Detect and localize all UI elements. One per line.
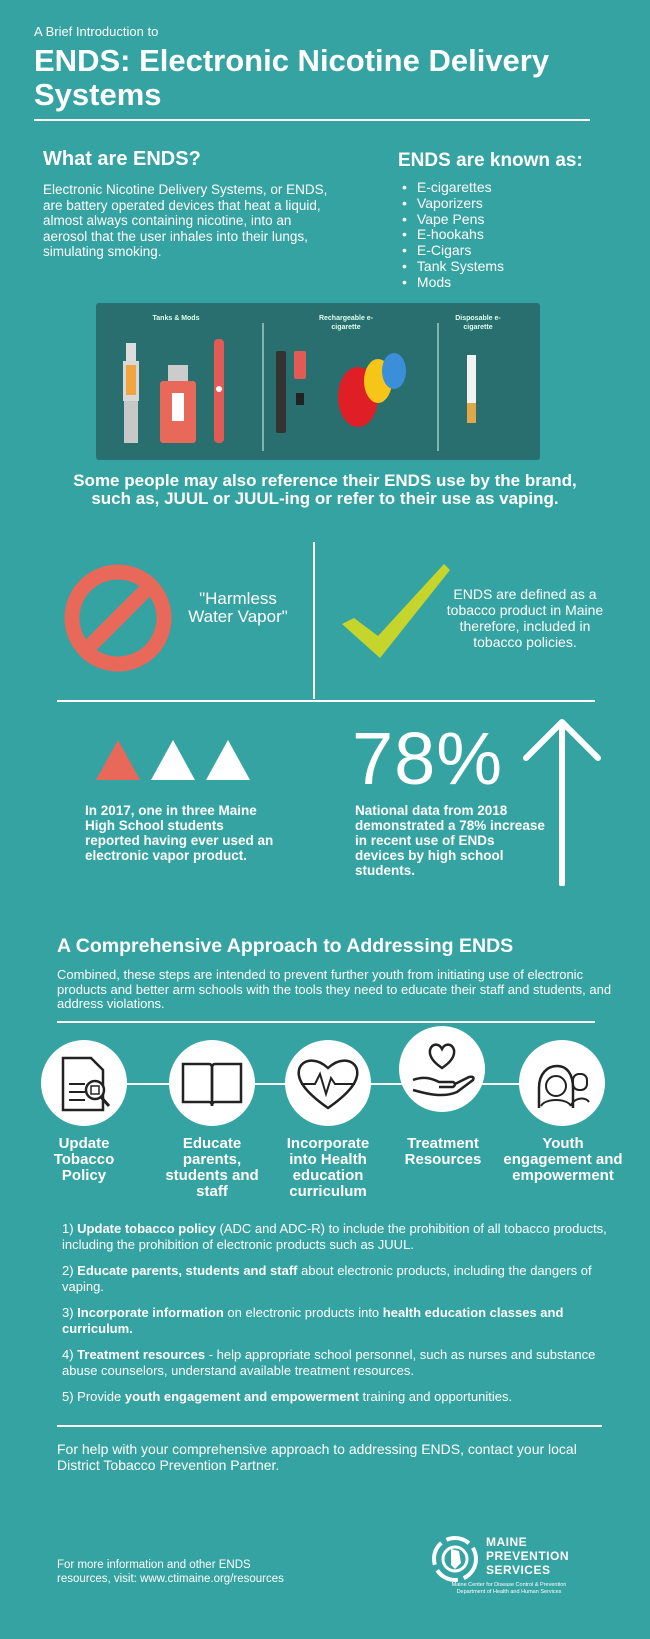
devices-panel [96,303,540,460]
device-label-disposable: Disposable e-cigarette [455,315,501,331]
step-label-educate: Educate parents, students and staff [165,1135,259,1200]
intro-text: A Brief Introduction to [34,24,159,39]
comprehensive-divider [57,1021,595,1023]
known-item: • E-Cigars [402,243,504,259]
step-3: 3) Incorporate information on electronic products into health education classes and curriculum. [62,1305,564,1336]
known-item: • Tank Systems [402,259,504,275]
triangles-icon [96,738,256,782]
defined-text: ENDS are defined as a tobacco product in Maine therefore, included in tobacco policies. [446,586,604,650]
open-book-icon [169,1040,255,1126]
myth-divider [313,542,315,699]
youth-faces-icon [519,1040,605,1126]
title-divider [34,119,590,121]
known-heading: ENDS are known as: [398,150,583,171]
help-text: For help with your comprehensive approach to addressing ENDS, contact your local District Tobacco Prevention Partner. [57,1441,577,1473]
stat-right-text: National data from 2018 demonstrated a 78% increase in recent use of ENDs devices by high school students. [355,803,545,878]
step-circle-treatment [399,1026,485,1112]
known-item: • Mods [402,275,504,291]
maine-prevention-logo-icon [431,1535,479,1583]
comprehensive-heading: A Comprehensive Approach to Addressing ENDS [57,935,514,957]
prohibit-icon [63,563,173,673]
page-title: ENDS: Electronic Nicotine Delivery Systems [34,43,550,112]
harmless-vapor-quote: "Harmless Water Vapor" [188,589,288,626]
stat-percent: 78% [352,717,504,800]
device-label-rechargeable: Rechargeable e-cigarette [318,315,374,331]
stat-left-text: In 2017, one in three Maine High School students reported having ever used an electronic vapor product. [85,803,274,863]
device-label-tanks: Tanks & Mods [152,315,200,322]
step-circle-youth [519,1040,605,1126]
what-body: Electronic Nicotine Delivery Systems, or ENDS, are battery operated devices that heat a liquid, almost always containing nicotine, into an aerosol that the user inhales into their lungs, simulating smoking. [43,182,328,259]
step-4: 4) Treatment resources - help appropriate school personnel, such as nurses and substance abuse counselors, understand available treatment resources. [62,1347,596,1378]
section-divider [57,700,595,702]
heartbeat-icon [285,1040,371,1126]
step-label-treatment: Treatment Resources [404,1135,482,1168]
heart-hand-icon [399,1026,485,1112]
step-circle-policy [41,1040,127,1126]
steps-list [62,1221,622,1416]
step-5: 5) Provide youth engagement and empowerment training and opportunities. [62,1389,513,1404]
known-list [402,180,504,291]
logo-subtitle: Maine Center for Disease Control & Prevention Department of Health and Human Services [451,1582,567,1595]
step-label-policy: Update Tobacco Policy [53,1135,115,1184]
checkmark-icon [340,562,450,662]
step-1: 1) Update tobacco policy (ADC and ADC-R) to include the prohibition of all tobacco products, including the prohibition of electronic products such as JUUL. [62,1221,607,1252]
step-circle-health [285,1040,371,1126]
brand-note: Some people may also reference their ENDS use by the brand, such as, JUUL or JUUL-ing or refer to their use as vaping. [73,471,577,508]
what-heading: What are ENDS? [43,148,201,170]
resources-link[interactable]: resources, visit: www.ctimaine.org/resources [57,1572,284,1585]
policy-document-icon [41,1040,127,1126]
known-item: • Vaporizers [402,196,504,212]
logo-text: MAINE PREVENTION SERVICES [486,1535,570,1577]
known-item: • Vape Pens [402,212,504,228]
step-label-health: Incorporate into Health education curriculum [286,1135,370,1200]
comprehensive-body: Combined, these steps are intended to prevent further youth from initiating use of electronic products and better arm schools with the tools they need to educate their staff and students, and address violations. [57,967,612,1011]
step-label-youth: Youth engagement and empowerment [503,1135,623,1184]
known-item: • E-hookahs [402,227,504,243]
more-info: For more information and other ENDS resources, visit: www.ctimaine.org/resources [57,1559,337,1586]
step-circle-educate [169,1040,255,1126]
step-2: 2) Educate parents, students and staff about electronic products, including the dangers of vaping. [62,1263,592,1294]
device-illustration [96,303,540,460]
known-item: • E-cigarettes [402,180,504,196]
steps-divider [57,1425,602,1427]
